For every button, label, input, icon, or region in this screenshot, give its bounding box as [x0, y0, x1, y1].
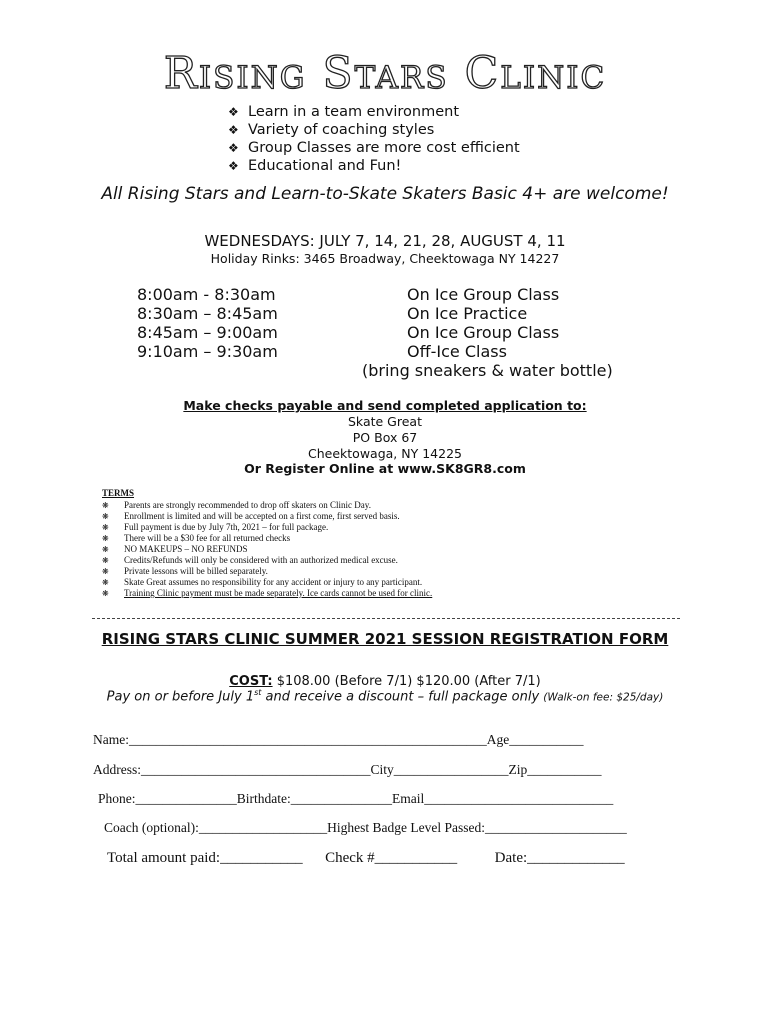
address-line: PO Box 67 — [352, 430, 418, 445]
address-line: Skate Great — [348, 414, 422, 429]
terms-heading: TERMS — [102, 488, 135, 498]
mailing-address — [0, 414, 770, 462]
feature-list — [228, 103, 520, 175]
list-item — [228, 103, 520, 121]
list-item — [228, 139, 520, 157]
asterisk-bullet-icon: ❋ — [102, 556, 109, 565]
list-item — [228, 157, 520, 175]
phone-birthdate-email-field[interactable]: Phone:_______________Birthdate:_______________Email____________________________ — [98, 791, 614, 806]
term-text: Training Clinic payment must be made separately. Ice cards cannot be used for clinic. — [124, 588, 433, 598]
term-text: There will be a $30 fee for all returned checks — [124, 533, 291, 543]
pay-sup: st — [254, 688, 262, 697]
asterisk-bullet-icon: ❋ — [102, 567, 109, 576]
session-dates: WEDNESDAYS: JULY 7, 14, 21, 28, AUGUST 4, 11 — [204, 232, 566, 250]
asterisk-bullet-icon: ❋ — [102, 512, 109, 521]
welcome-text: All Rising Stars and Learn-to-Skate Skaters Basic 4+ are welcome! — [101, 184, 669, 204]
asterisk-bullet-icon: ❋ — [102, 578, 109, 587]
page-title: Rising Stars Clinic — [163, 48, 607, 99]
schedule-activity: On Ice Group Class — [407, 285, 560, 304]
address-line: Cheektowaga, NY 14225 — [308, 446, 462, 461]
coach-badge-field[interactable]: Coach (optional):___________________Highest Badge Level Passed:_____________________ — [104, 820, 627, 835]
payment-heading: Make checks payable and send completed application to: — [183, 398, 587, 413]
list-item — [102, 533, 432, 544]
address-city-zip-field[interactable]: Address:__________________________________City_________________Zip___________ — [93, 762, 602, 777]
feature-text: Variety of coaching styles — [248, 122, 435, 138]
discount-line — [0, 688, 770, 704]
schedule-time: 8:30am – 8:45am — [137, 304, 278, 323]
list-item — [102, 522, 432, 533]
list-item — [102, 588, 432, 599]
payment-fields[interactable]: Total amount paid:___________ Check #___________ Date:_____________ — [107, 850, 625, 866]
schedule-activity: Off-Ice Class — [407, 342, 507, 361]
diamond-bullet-icon: ❖ — [228, 123, 239, 137]
asterisk-bullet-icon: ❋ — [102, 589, 109, 598]
list-item — [102, 566, 432, 577]
asterisk-bullet-icon: ❋ — [102, 534, 109, 543]
cost-label: COST: — [229, 674, 273, 689]
term-text: Parents are strongly recommended to drop off skaters on Clinic Day. — [124, 500, 371, 510]
rink-address: Holiday Rinks: 3465 Broadway, Cheektowaga NY 14227 — [210, 251, 560, 266]
pay-text-a: Pay on or before July 1 — [106, 689, 255, 705]
list-item — [102, 511, 432, 522]
schedule-time: 8:45am – 9:00am — [137, 323, 278, 342]
term-text: Full payment is due by July 7th, 2021 – for full package. — [124, 522, 329, 532]
cost-text: $108.00 (Before 7/1) $120.00 (After 7/1) — [272, 674, 541, 689]
term-text: Enrollment is limited and will be accepted on a first come, first served basis. — [124, 511, 400, 521]
schedule-times — [137, 285, 278, 361]
list-item — [102, 500, 432, 511]
asterisk-bullet-icon: ❋ — [102, 523, 109, 532]
diamond-bullet-icon: ❖ — [228, 159, 239, 173]
asterisk-bullet-icon: ❋ — [102, 501, 109, 510]
terms-list — [102, 500, 432, 599]
term-text: Private lessons will be billed separately. — [124, 566, 268, 576]
term-text: NO MAKEUPS – NO REFUNDS — [124, 544, 248, 554]
cost-line — [0, 674, 770, 689]
walkon-fee: (Walk-on fee: $25/day) — [543, 691, 664, 704]
term-text: Credits/Refunds will only be considered with an authorized medical excuse. — [124, 555, 398, 565]
schedule-activity: On Ice Group Class — [407, 323, 560, 342]
schedule-activity: On Ice Practice — [407, 304, 528, 323]
diamond-bullet-icon: ❖ — [228, 141, 239, 155]
feature-text: Educational and Fun! — [248, 158, 402, 174]
schedule-time: 8:00am - 8:30am — [137, 285, 276, 304]
cut-line-divider — [92, 618, 680, 619]
list-item — [228, 121, 520, 139]
list-item — [102, 544, 432, 555]
feature-text: Group Classes are more cost efficient — [248, 140, 520, 156]
schedule-activities — [407, 285, 559, 361]
schedule-note: (bring sneakers & water bottle) — [362, 361, 613, 380]
asterisk-bullet-icon: ❋ — [102, 545, 109, 554]
diamond-bullet-icon: ❖ — [228, 105, 239, 119]
form-title: RISING STARS CLINIC SUMMER 2021 SESSION REGISTRATION FORM — [101, 630, 669, 648]
pay-text-b: and receive a discount – full package only — [261, 689, 544, 705]
term-text: Skate Great assumes no responsibility for any accident or injury to any participant. — [124, 577, 423, 587]
online-registration-link[interactable]: Or Register Online at www.SK8GR8.com — [244, 461, 526, 476]
schedule-time: 9:10am – 9:30am — [137, 342, 278, 361]
name-age-field[interactable]: Name:_____________________________________________________Age___________ — [93, 732, 584, 747]
list-item — [102, 555, 432, 566]
feature-text: Learn in a team environment — [248, 104, 460, 120]
list-item — [102, 577, 432, 588]
